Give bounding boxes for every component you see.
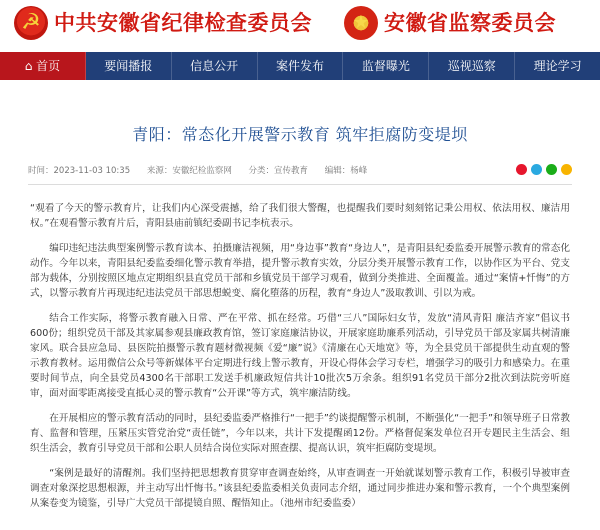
- home-icon: ⌂: [24, 59, 37, 73]
- article-paragraph: 在开展相应的警示教育活动的同时，县纪委监委严格推行“一把手”约谈提醒警示机制，不断强化“一把手”和领导班子日常教育、监督和管理，压紧压实管党治党“责任链”，今年以来，共计下发提醒函12份。严格督促案发单位召开专题民主生活会、组织生活会，教育引导党员干部和公职人员结合岗位实际对照查摆、提高认识，筑牢拒腐防变堤坝。: [30, 413, 570, 454]
- nav-item-exposure[interactable]: 监督曝光: [343, 52, 429, 80]
- nav-item-info-disclosure[interactable]: 信息公开: [172, 52, 258, 80]
- article-paragraph: 结合工作实际，将警示教育融入日常、严在平常、抓在经常。巧借“三八”国际妇女节，发放“清风青阳 廉洁齐家”倡议书600份；组织党员干部及其家属参观县廉政教育馆，签订家庭廉洁协议，开展家庭助廉系列活动，引导党员干部及家属共树清廉家风。联合县应急局、县医院拍摄警示教育题材微视频《爱“廉”说》《清廉在心天地宽》等，为全县党员干部提供生动直观的警示教育教材。运用微信公众号等新媒体平台定期进行线上警示教育，开设心得体会学习专栏，增强学习的吸引力和感染力。在重要时间节点，向全县党员4300名干部职工发送手机廉政短信共计10批次5万余条。组织91名党员干部分2批次到法院旁听庭审，面对面零距离接受直抵心灵的警示教育“公开课”等方式，筑牢廉洁防线。: [30, 313, 570, 399]
- article-source: 来源：安徽纪检监察网: [146, 166, 232, 176]
- article: [0, 80, 600, 521]
- nav-item-inspection[interactable]: 巡视巡察: [429, 52, 515, 80]
- site-header: [0, 0, 600, 52]
- article-meta: [28, 164, 572, 185]
- nav-item-news[interactable]: 要闻播报: [86, 52, 172, 80]
- org-name-supervision-commission[interactable]: 安徽省监察委员会: [384, 10, 556, 35]
- share-wechat-icon[interactable]: [546, 164, 557, 175]
- article-paragraph: 编印违纪违法典型案例警示教育读本、拍摄廉洁视频，用“身边事”教育“身边人”，是青阳县纪委监委开展警示教育的常态化动作。今年以来，青阳县纪委监委细化警示教育举措，提升警示教育实效，分层分类开展警示教育工作，以协作区为平台、党支部为载体，分别按照区地点定期组织县直党员干部和乡镇党员干部学习观看，做到分类推进、全面覆盖。通过“案情+忏悔”的方式，以警示教育片再现违纪违法党员干部思想蜕变、腐化堕落的历程，教育“身边人”汲取教训、引以为戒。: [30, 243, 570, 299]
- national-emblem-icon: [344, 6, 378, 40]
- nav-item-label: 首页: [36, 59, 61, 73]
- article-paragraph: “案例是最好的清醒剂。我们坚持把思想教育贯穿审查调查始终，从审查调查一开始就谋划警示教育工作，积极引导被审查调查对象深挖思想根源，并主动写出忏悔书。”该县纪委监委相关负责同志介绍，通过同步推进办案和警示教育，一个个典型案例从案卷变为镜鉴，引导广大党员干部提镜自照、醒悟知止。（池州市纪委监委）: [30, 468, 570, 509]
- org-name-discipline-commission[interactable]: 中共安徽省纪律检查委员会: [54, 10, 312, 35]
- article-paragraph: “观看了今天的警示教育片，让我们内心深受震撼，给了我们很大警醒，也提醒我们要时刻刻铭记秉公用权、依法用权、廉洁用权。”在观看警示教育片后，青阳县庙前镇纪委副书记李杭表示。: [30, 203, 570, 229]
- nav-item-theory-study[interactable]: 理论学习: [533, 59, 582, 73]
- share-qq-icon[interactable]: [531, 164, 542, 175]
- main-nav: [0, 52, 600, 80]
- article-title: 青阳：常态化开展警示教育 筑牢拒腐防变堤坝: [132, 125, 468, 144]
- article-body: [30, 201, 570, 511]
- nav-item-home[interactable]: [0, 52, 86, 80]
- share-qzone-icon[interactable]: [561, 164, 572, 175]
- party-emblem-icon: [14, 6, 48, 40]
- article-category: 分类：宣传教育: [248, 166, 309, 176]
- share-weibo-icon[interactable]: [516, 164, 527, 175]
- publish-time: 时间：2023-11-03 10:35: [28, 166, 131, 176]
- article-editor: 编辑：杨峰: [324, 166, 368, 176]
- nav-item-case-release[interactable]: 案件发布: [258, 52, 344, 80]
- share-bar: [516, 164, 572, 175]
